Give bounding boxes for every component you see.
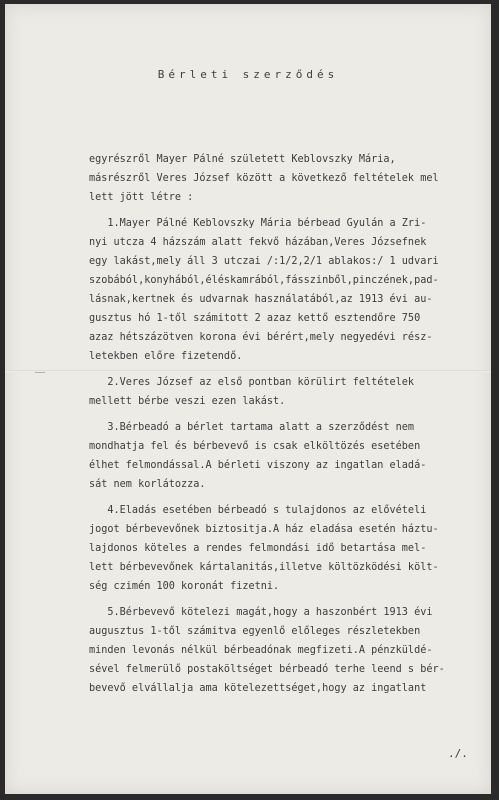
document-page: [5, 4, 491, 794]
text-line: lett bérbevevőnek kártalanitás,illetve költözködési költ-: [89, 562, 439, 573]
text-line: lett jött létre :: [89, 192, 194, 203]
contract-paragraph: [89, 150, 481, 207]
text-line: másrészről Veres József között a következő feltételek mel: [89, 173, 439, 184]
text-line: sát nem korlátozza.: [89, 479, 206, 490]
text-line: ség czimén 100 koronát fizetni.: [89, 581, 280, 592]
continuation-mark: ./.: [448, 747, 468, 760]
text-line: azaz hétszázötven korona évi bérért,mely negyedévi rész-: [89, 332, 433, 343]
text-line: letekben előre fizetendő.: [89, 351, 243, 362]
text-line: jogot bérbevevőnek biztositja.A ház eladása esetén háztu-: [89, 524, 439, 535]
document-body: [89, 150, 481, 705]
text-line: 3.Bérbeadó a bérlet tartama alatt a szerződést nem: [89, 422, 415, 433]
contract-paragraph: [89, 418, 481, 494]
text-line: szobából,konyhából,éléskamrából,fásszinből,pinczének,pad-: [89, 275, 439, 286]
text-line: egy lakást,mely áll 3 utczai /:1/2,2/1 ablakos:/ 1 udvari: [89, 256, 439, 267]
text-line: 1.Mayer Pálné Keblovszky Mária bérbead Gyulán a Zri-: [89, 218, 427, 229]
text-line: lajdonos köteles a rendes felmondási idő betartása mel-: [89, 543, 427, 554]
contract-paragraph: [89, 603, 481, 698]
text-line: sével felmerülő postaköltséget bérbeadó terhe leend s bér-: [89, 664, 445, 675]
document-title: Bérleti szerződés: [157, 68, 339, 81]
text-line: augusztus 1-től számitva egyenlő előleges részletekben: [89, 626, 421, 637]
text-line: bevevő elvállalja ama kötelezettséget,hogy az ingatlant: [89, 683, 427, 694]
margin-mark: [35, 372, 45, 373]
text-line: egyrészről Mayer Pálné született Keblovszky Mária,: [89, 154, 396, 165]
text-line: gusztus hó 1-től számitott 2 azaz kettő esztendőre 750: [89, 313, 421, 324]
contract-paragraph: [89, 214, 481, 366]
text-line: lásnak,kertnek és udvarnak használatából,az 1913 évi au-: [89, 294, 433, 305]
text-line: 5.Bérbevevő kötelezi magát,hogy a haszonbért 1913 évi: [89, 607, 433, 618]
text-line: mellett bérbe veszi ezen lakást.: [89, 396, 286, 407]
text-line: nyi utcza 4 házszám alatt fekvő házában,Veres Józsefnek: [89, 237, 427, 248]
text-line: 4.Eladás esetében bérbeadó s tulajdonos az elővételi: [89, 505, 427, 516]
contract-paragraph: [89, 373, 481, 411]
text-line: minden levonás nélkül bérbeadónak megfizeti.A pénzküldé-: [89, 645, 433, 656]
contract-paragraph: [89, 501, 481, 596]
text-line: élhet felmondással.A bérleti viszony az ingatlan eladá-: [89, 460, 427, 471]
text-line: mondhatja fel és bérbevevő is csak elköltözés esetében: [89, 441, 421, 452]
text-line: 2.Veres József az első pontban körülirt feltételek: [89, 377, 415, 388]
